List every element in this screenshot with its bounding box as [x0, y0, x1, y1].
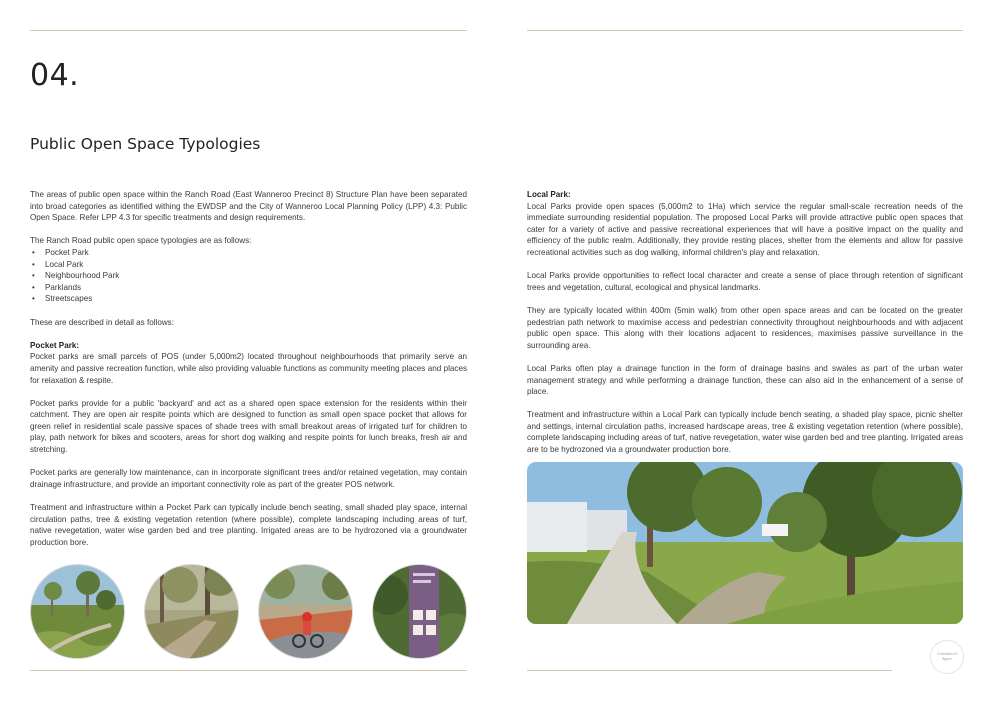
local-park-paragraph-3: They are typically located within 400m (5min walk) from other open space areas and can be located on the greater pedestrian path network to maximise access and pedestrian connectivity throughout neighbourhoods and with adjacent public open space. This along with their locations adjacent to residences, maximises passive surveillance in the surrounding area.: [527, 305, 963, 350]
list-item: • Neighbourhood Park: [30, 270, 467, 282]
bottom-rule-right: [527, 670, 892, 671]
considered-space-logo: [930, 640, 964, 674]
pocket-park-paragraph-2: Pocket parks provide for a public 'backyard' and act as a shared open space extension for the residents within their catchment. They are open air respite points which are designed to function as small open space pocket that allows for green relief in residential scale passive spaces of shade trees with small breakout areas of irrigated turf for children to play, path network for bikes and scooters, areas for short dog walking and respite points for lunch breaks, fresh air and stretching.: [30, 398, 467, 455]
page-number: 04.: [30, 58, 80, 93]
pocket-park-heading: Pocket Park:: [30, 340, 80, 350]
list-item: • Parklands: [30, 282, 467, 294]
typology-list: [30, 247, 467, 305]
left-column: [30, 189, 467, 560]
local-park-photo: [527, 462, 963, 624]
pocket-park-photo-boardwalk: [145, 565, 238, 658]
top-rule-left: [30, 30, 467, 31]
pocket-park-paragraph-3: Pocket parks are generally low maintenance, can in incorporate significant trees and/or retained vegetation, may contain drainage infrastructure, and provide an important connectivity role as part of the greater POS network.: [30, 468, 467, 489]
local-park-paragraph-2: Local Parks provide opportunities to reflect local character and create a sense of place through retention of significant trees and vegetation, cultural, ecological and physical landmarks.: [527, 271, 963, 292]
bottom-rule-left: [30, 670, 467, 671]
list-item: • Pocket Park: [30, 247, 467, 259]
local-park-heading: Local Park:: [527, 190, 571, 199]
top-rule-right: [527, 30, 963, 31]
intro-paragraph: The areas of public open space within the Ranch Road (East Wanneroo Precinct 8) Structure Plan have been separated into broad categories as identified withing the EWDSP and the City of Wanneroo Local Planning Policy (LPP) 4.3: Public Open Space. Refer LPP 4.3 for specific treatments and design requirements.: [30, 190, 467, 223]
detail-intro: These are described in detail as follows:: [30, 317, 174, 327]
logo-line-1: Considered: [937, 651, 957, 656]
pocket-park-photo-signage: [373, 565, 466, 658]
local-park-paragraph-1: Local Parks provide open spaces (5,000m2 to 1Ha) which service the regular small-scale recreation needs of the immediate surrounding residential population. The proposed Local Parks will provide attractive public open spaces that cater for a variety of active and passive recreational experiences that will have a positive impact on the quality and efficiency of the public realm. Additionally, they provide resting places, shelter from the elements and allow for passive recreational activities such as dog walking, informal children's play and relaxation.: [527, 201, 963, 257]
pocket-park-paragraph-1: Pocket parks are small parcels of POS (under 5,000m2) located throughout neighbourhoods that primarily serve an amenity and passive recreation function, while also providing valuable functions as community meeting places and places for relaxation & respite.: [30, 352, 467, 385]
pocket-park-paragraph-4: Treatment and infrastructure within a Pocket Park can typically include bench seating, small shaded play space, internal circulation paths, tree & existing vegetation retention (where possible), complete landscaping including areas of turf, native revegetation, water wise garden bed and tree planting. Irrigated areas are to be hydrozoned via a groundwater production bore.: [30, 503, 467, 547]
page-title: Public Open Space Typologies: [30, 135, 261, 153]
logo-line-2: Space: [942, 656, 952, 661]
typologies-intro: The Ranch Road public open space typologies are as follows:: [30, 236, 252, 246]
pocket-park-photo-child-bike: [259, 565, 352, 658]
pocket-park-photo-bushland: [31, 565, 124, 658]
list-item: • Streetscapes: [30, 293, 467, 305]
list-item: • Local Park: [30, 259, 467, 271]
local-park-paragraph-5: Treatment and infrastructure within a Local Park can typically include bench seating, a shaded play space, picnic shelter and settings, internal circulation paths, increased hardscape areas, tree & existing vegetation retention (where possible), complete landscaping including areas of turf, native revegetation, water wise garden bed and tree planting. Irrigated areas are to be hydrozoned via a groundwater production bore.: [527, 410, 963, 455]
right-column: [527, 189, 963, 467]
local-park-paragraph-4: Local Parks often play a drainage function in the form of drainage basins and swales as part of the urban water management strategy and while performing a drainage function, these can also aid in the enhancement of a sense of place.: [527, 363, 963, 397]
